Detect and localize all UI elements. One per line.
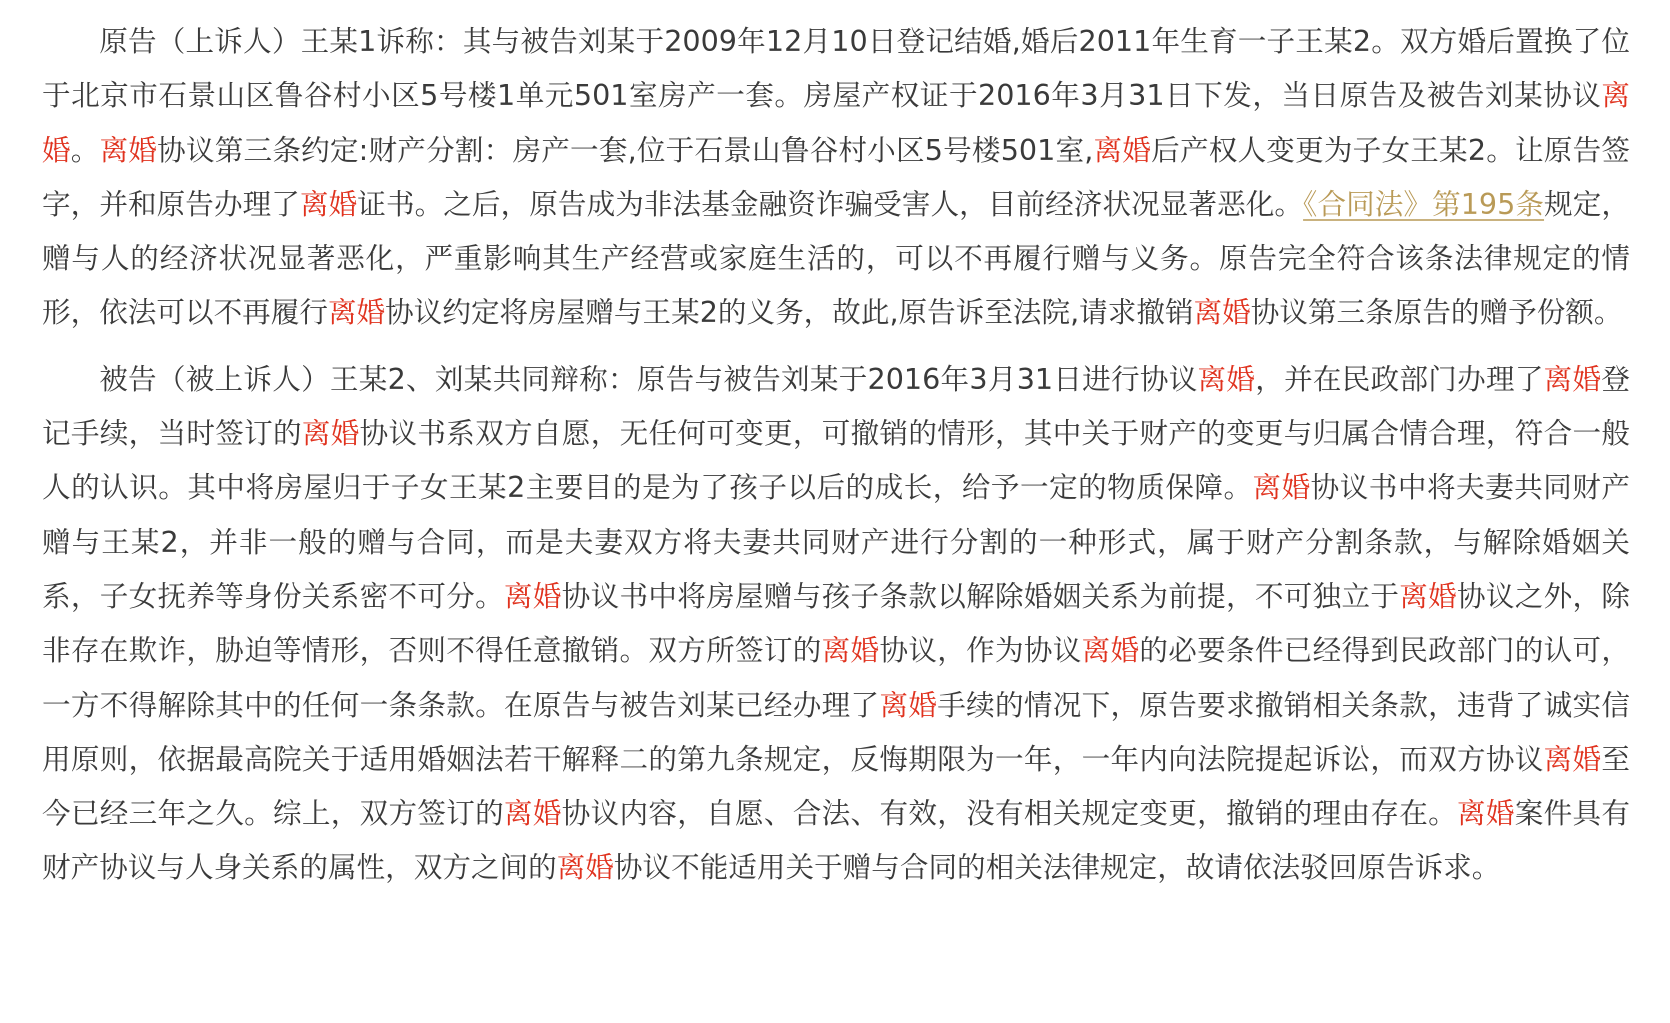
- paragraph-text: ，并在民政部门办理了: [1255, 361, 1544, 396]
- paragraph-text: 协议第三条约定:财产分割：房产一套,位于石景山鲁谷村小区5号楼501室,: [157, 132, 1094, 167]
- keyword-highlight: 离婚: [1093, 132, 1152, 167]
- article-body: [42, 14, 1630, 895]
- paragraph-text: 手续的情况下，原告要求撤销相关条款，违背了诚实信用原则，依据最高院关于适用婚姻法若干解释二的第九条规定，反悔期限为一年，一年内向法院提起诉讼，而双方协议: [42, 687, 1630, 776]
- keyword-highlight: 离婚: [1399, 578, 1457, 613]
- paragraph-text: 协议内容，自愿、合法、有效，没有相关规定变更，撤销的理由存在。: [561, 796, 1457, 831]
- keyword-highlight: 离婚: [1081, 633, 1140, 668]
- paragraph-text: 协议，作为协议: [879, 633, 1082, 668]
- paragraph-text: 原告（上诉人）王某1诉称：其与被告刘某于2009年12月10日登记结婚,婚后2011年生育一子王某2。双方婚后置换了位于北京市石景山区鲁谷村小区5号楼1单元501室房产一套。房屋产权证于2016年3月31日下发，当日原告及被告刘某协议: [42, 24, 1630, 113]
- plaintiff-claim-paragraph: [42, 14, 1630, 340]
- paragraph-text: 后产权人变更为子女王某2。让原告签字，并和原告办理了: [42, 132, 1630, 221]
- paragraph-text: 协议第三条原告的赠予份额。: [1250, 295, 1623, 330]
- paragraph-text: 至今已经三年之久。综上，双方签订的: [42, 741, 1630, 831]
- paragraph-text: 被告（被上诉人）王某2、刘某共同辩称：原告与被告刘某于2016年3月31日进行协议: [99, 361, 1198, 396]
- keyword-highlight: 离婚: [1543, 361, 1602, 396]
- keyword-highlight: 离婚: [99, 132, 158, 167]
- keyword-highlight: 离婚: [1543, 741, 1602, 776]
- keyword-highlight: 离婚: [1252, 470, 1311, 505]
- paragraph-text: 协议书系双方自愿，无任何可变更，可撤销的情形，其中关于财产的变更与归属合情合理，符合一般人的认识。其中将房屋归于子女王某2主要目的是为了孩子以后的成长，给予一定的物质保障。: [42, 416, 1630, 505]
- defendant-defense-paragraph: [42, 352, 1630, 895]
- keyword-highlight: 离婚: [504, 796, 562, 831]
- keyword-highlight: 离婚: [556, 850, 614, 885]
- paragraph-text: 协议书中将房屋赠与孩子条款以解除婚姻关系为前提，不可独立于: [561, 578, 1400, 613]
- paragraph-text: 案件具有财产协议与人身关系的属性，双方之间的: [42, 796, 1630, 885]
- paragraph-text: 协议书中将夫妻共同财产赠与王某2，并非一般的赠与合同，而是夫妻双方将夫妻共同财产进行分割的一种形式，属于财产分割条款，与解除婚姻关系，子女抚养等身份关系密不可分。: [42, 470, 1630, 613]
- paragraph-text: 证书。之后，原告成为非法基金融资诈骗受害人，目前经济状况显著恶化。: [357, 186, 1304, 221]
- keyword-highlight: 离婚: [1197, 361, 1256, 396]
- paragraph-text: 登记手续，当时签订的: [42, 361, 1630, 451]
- paragraph-text: 的必要条件已经得到民政部门的认可，一方不得解除其中的任何一条条款。在原告与被告刘某已经办理了: [42, 633, 1630, 722]
- keyword-highlight: 离婚: [42, 78, 1630, 167]
- paragraph-text: 。: [70, 132, 100, 167]
- paragraph-text: 协议约定将房屋赠与王某2的义务，故此,原告诉至法院,请求撤销: [385, 295, 1194, 330]
- paragraph-text: 协议不能适用关于赠与合同的相关法律规定，故请依法驳回原告诉求。: [613, 850, 1501, 885]
- keyword-highlight: 离婚: [299, 186, 358, 221]
- contract-law-article-link[interactable]: 《合同法》第195条: [1303, 186, 1545, 221]
- keyword-highlight: 离婚: [504, 578, 562, 613]
- keyword-highlight: 离婚: [879, 687, 938, 722]
- keyword-highlight: 离婚: [1456, 796, 1515, 831]
- keyword-highlight: 离婚: [301, 416, 360, 451]
- keyword-highlight: 离婚: [327, 295, 386, 330]
- paragraph-text: 协议之外，除非存在欺诈，胁迫等情形，否则不得任意撤销。双方所签订的: [42, 578, 1630, 668]
- paragraph-text: 规定，赠与人的经济状况显著恶化，严重影响其生产经营或家庭生活的，可以不再履行赠与义务。原告完全符合该条法律规定的情形，依法可以不再履行: [42, 186, 1630, 330]
- keyword-highlight: 离婚: [821, 633, 880, 668]
- keyword-highlight: 离婚: [1193, 295, 1251, 330]
